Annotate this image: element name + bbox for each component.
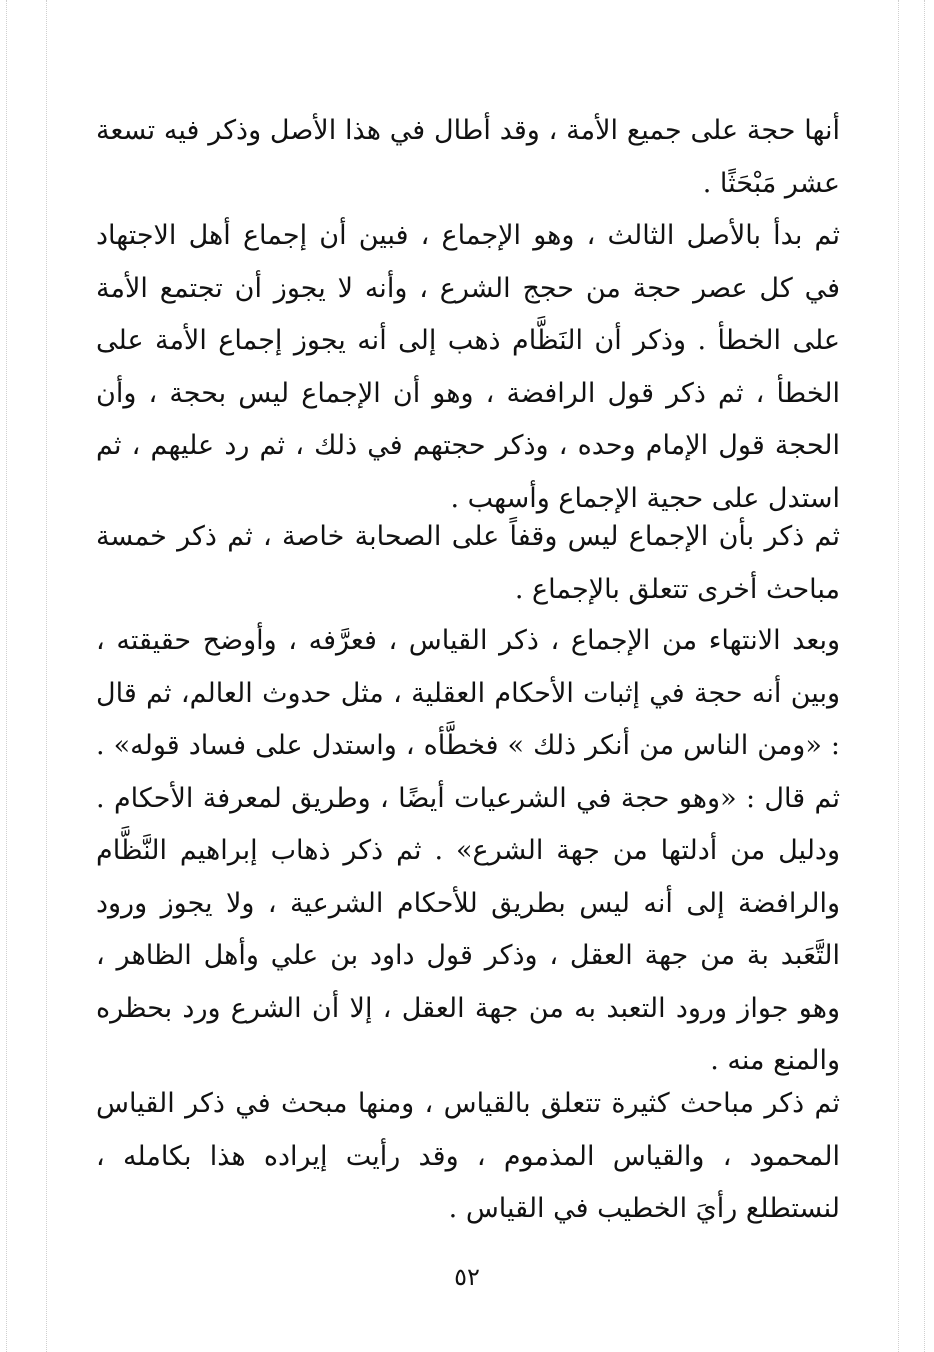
page-number: ٥٢ bbox=[454, 1263, 480, 1291]
scan-edge-line bbox=[898, 0, 899, 1352]
paragraph-ijma: ثم بدأ بالأصل الثالث ، وهو الإجماع ، فبين أن إجماع أهل الاجتهاد في كل عصر حجة من حجج الشرع ، وأنه لا يجوز أن تجتمع الأمة على الخطأ . وذكر أن النَظَّام ذهب إلى أنه يجوز إجماع الأمة على الخطأ ، ثم ذكر قول الرافضة ، وهو أن الإجماع ليس بحجة ، وأن الحجة قول الإمام وحده ، وذكر حجتهم في ذلك ، ثم رد عليهم ، ثم استدل على حجية الإجماع وأسهب . bbox=[96, 220, 840, 514]
paragraph-qiyas-topics: ثم ذكر مباحث كثيرة تتعلق بالقياس ، ومنها مبحث في ذكر القياس المحمود ، والقياس المذموم ، وقد رأيت إيراده هذا بكامله ، لنستطلع رأيَ الخطيب في القياس . bbox=[96, 1088, 840, 1224]
paragraph-qiyas: وبعد الانتهاء من الإجماع ، ذكر القياس ، فعرَّفه ، وأوضح حقيقته ، وبين أنه حجة في إثبات الأحكام العقلية ، مثل حدوث العالم، ثم قال : «ومن الناس من أنكر ذلك » فخطَّأه ، واستدل على فساد قوله» . ثم قال : «وهو حجة في الشرعيات أيضًا ، وطريق لمعرفة الأحكام . ودليل من أدلتها من جهة الشرع» . ثم ذكر ذهاب إبراهيم النَّظَّام والرافضة إلى أنه ليس بطريق للأحكام الشرعية ، ولا يجوز ورود التَّعَبد بة من جهة العقل ، وذكر قول داود بن علي وأهل الظاهر ، وهو جواز ورود التعبد به من جهة العقل ، إلا أن الشرع ورد بحظره والمنع منه . bbox=[96, 625, 840, 1076]
paragraph-sahaba: ثم ذكر بأن الإجماع ليس وقفاً على الصحابة خاصة ، ثم ذكر خمسة مباحث أخرى تتعلق بالإجماع . bbox=[96, 521, 840, 605]
scan-edge-line bbox=[924, 0, 925, 1352]
scan-edge-line bbox=[46, 0, 47, 1352]
paragraph-continuation: أنها حجة على جميع الأمة ، وقد أطال في هذا الأصل وذكر فيه تسعة عشر مَبْحَثًا . bbox=[96, 115, 840, 199]
scan-edge-line bbox=[6, 0, 7, 1352]
